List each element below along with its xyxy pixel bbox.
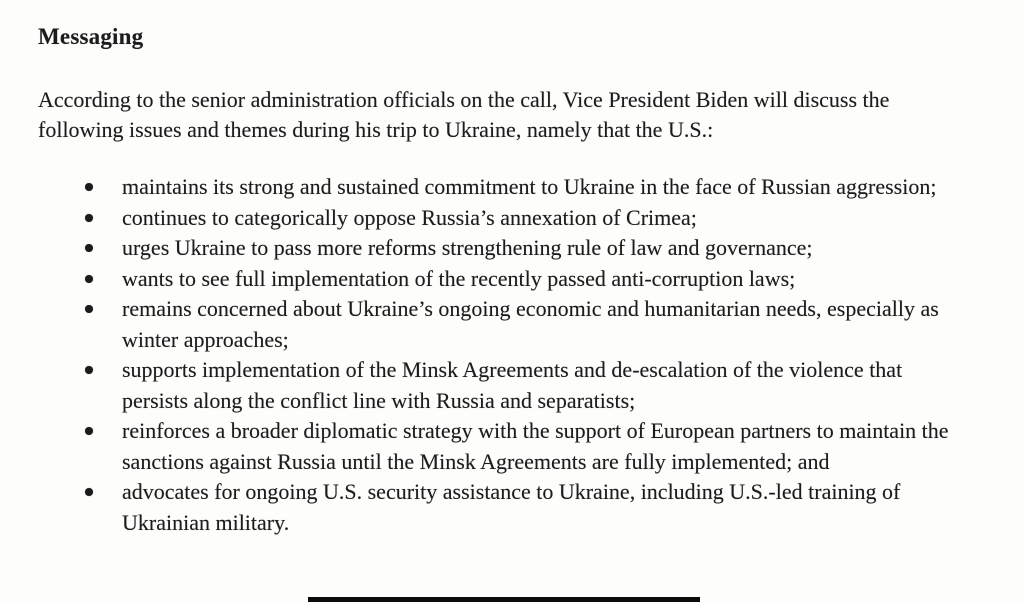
bullet-icon xyxy=(85,305,93,313)
list-item-text: advocates for ongoing U.S. security assistance to Ukraine, including U.S.-led training of Ukrainian military. xyxy=(122,479,901,535)
list-item-text: remains concerned about Ukraine’s ongoing economic and humanitarian needs, especially as winter approaches; xyxy=(122,296,939,352)
list-item xyxy=(122,355,954,416)
list-item xyxy=(122,477,954,538)
bullet-icon xyxy=(85,275,93,283)
intro-paragraph: According to the senior administration officials on the call, Vice President Biden will discuss the following issues and themes during his trip to Ukraine, namely that the U.S.: xyxy=(38,87,890,142)
list-item-text: wants to see full implementation of the recently passed anti-corruption laws; xyxy=(122,265,796,291)
list-item xyxy=(122,294,954,355)
bullet-icon xyxy=(85,183,93,191)
list-item xyxy=(122,172,954,203)
redaction-bar xyxy=(308,597,700,602)
bullet-icon xyxy=(85,427,93,435)
bullet-icon xyxy=(85,366,93,374)
bullet-icon xyxy=(85,214,93,222)
list-item-text: continues to categorically oppose Russia’s annexation of Crimea; xyxy=(122,204,697,230)
list-item-text: reinforces a broader diplomatic strategy with the support of European partners to maintain the sanctions against Russia until the Minsk Agreements are fully implemented; and xyxy=(122,418,949,474)
section-heading: Messaging xyxy=(38,24,144,49)
list-item xyxy=(122,264,954,295)
bullet-icon xyxy=(85,488,93,496)
list-item-text: urges Ukraine to pass more reforms strengthening rule of law and governance; xyxy=(122,235,813,260)
list-item xyxy=(122,233,954,264)
list-item-text: maintains its strong and sustained commitment to Ukraine in the face of Russian aggression; xyxy=(122,174,937,199)
bullet-icon xyxy=(85,244,93,252)
list-item xyxy=(122,416,954,477)
list-item-text: supports implementation of the Minsk Agreements and de-escalation of the violence that persists along the conflict line with Russia and separatists; xyxy=(122,357,903,413)
talking-points-list xyxy=(38,172,954,538)
list-item xyxy=(122,203,954,234)
